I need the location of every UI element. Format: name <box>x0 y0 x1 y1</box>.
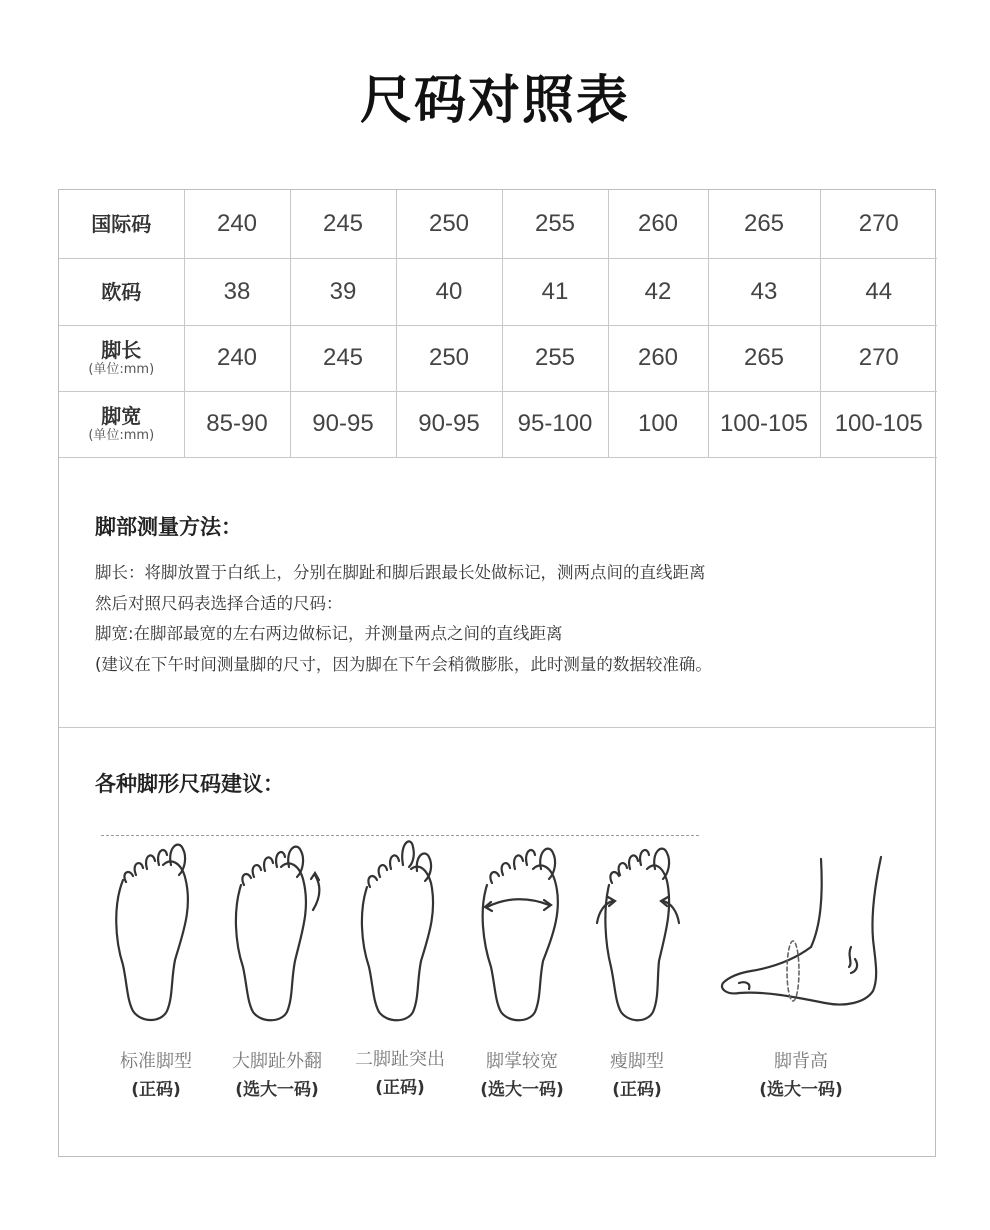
row-header-label: 欧码 <box>101 279 142 304</box>
standard-foot-icon <box>109 835 199 1025</box>
row-header <box>59 325 184 391</box>
size-table-row <box>59 391 937 457</box>
measurement-line: 脚宽:在脚部最宽的左右两边做标记，并测量两点之间的直线距离 <box>95 624 563 643</box>
size-cell: 44 <box>820 258 937 325</box>
size-cell: 43 <box>708 258 820 325</box>
size-cell: 260 <box>608 325 708 391</box>
size-cell: 41 <box>502 258 608 325</box>
size-cell: 270 <box>820 190 937 258</box>
foot-shapes-title: 各种脚形尺码建议： <box>95 772 284 796</box>
size-cell: 255 <box>502 325 608 391</box>
foot-shape-advice: (选大一码) <box>480 1080 564 1100</box>
size-cell: 85-90 <box>184 391 290 457</box>
size-cell: 40 <box>396 258 502 325</box>
long-second-toe-foot-icon <box>355 835 445 1025</box>
foot-shape-name: 脚掌较宽 <box>486 1051 558 1072</box>
size-cell: 42 <box>608 258 708 325</box>
size-cell: 250 <box>396 190 502 258</box>
size-table-row <box>59 325 937 391</box>
size-cell: 265 <box>708 190 820 258</box>
size-cell: 270 <box>820 325 937 391</box>
foot-shape-advice: (选大一码) <box>759 1080 843 1100</box>
foot-shape-name: 标准脚型 <box>120 1051 192 1072</box>
size-cell: 255 <box>502 190 608 258</box>
foot-shape-advice: (正码) <box>375 1078 425 1098</box>
foot-shape-advice: (选大一码) <box>235 1080 319 1100</box>
foot-shape-name: 二脚趾突出 <box>355 1049 445 1070</box>
size-cell: 240 <box>184 190 290 258</box>
narrow-foot-icon <box>595 835 685 1025</box>
size-cell: 95-100 <box>502 391 608 457</box>
measurement-title: 脚部测量方法： <box>95 515 242 539</box>
size-cell: 250 <box>396 325 502 391</box>
row-header-unit: (单位:mm) <box>88 361 155 377</box>
size-cell: 90-95 <box>290 391 396 457</box>
row-header <box>59 391 184 457</box>
size-cell: 245 <box>290 325 396 391</box>
page-title: 尺码对照表 <box>359 71 630 131</box>
size-cell: 245 <box>290 190 396 258</box>
measurement-line: (建议在下午时间测量脚的尺寸，因为脚在下午会稍微膨胀，此时测量的数据较准确。 <box>95 654 712 674</box>
foot-shape-advice: (正码) <box>612 1080 662 1100</box>
measurement-line: 脚长：将脚放置于白纸上，分别在脚趾和脚后跟最长处做标记，测两点间的直线距离 <box>95 563 706 582</box>
size-cell: 265 <box>708 325 820 391</box>
size-cell: 260 <box>608 190 708 258</box>
row-header <box>59 258 184 325</box>
row-header-unit: (单位:mm) <box>88 427 155 443</box>
size-cell: 100-105 <box>820 391 937 457</box>
size-cell: 240 <box>184 325 290 391</box>
size-table-row <box>59 190 937 258</box>
size-chart-frame <box>58 189 936 1157</box>
bunion-foot-icon <box>231 835 331 1025</box>
size-table-row <box>59 258 937 325</box>
foot-shape-name: 瘦脚型 <box>610 1051 664 1072</box>
measurement-instructions <box>95 558 915 680</box>
row-header-label: 国际码 <box>91 211 152 236</box>
size-cell: 90-95 <box>396 391 502 457</box>
size-cell: 100-105 <box>708 391 820 457</box>
measurement-line: 然后对照尺码表选择合适的尺码： <box>95 593 343 613</box>
size-cell: 38 <box>184 258 290 325</box>
row-header-label: 脚长 <box>101 337 142 362</box>
row-header-label: 脚宽 <box>101 403 142 428</box>
wide-foot-icon <box>477 835 567 1025</box>
size-cell: 100 <box>608 391 708 457</box>
foot-shape-name: 大脚趾外翻 <box>232 1051 322 1072</box>
high-instep-foot-icon <box>715 855 885 1015</box>
foot-shape-advice: (正码) <box>131 1080 181 1100</box>
row-header <box>59 190 184 258</box>
size-cell: 39 <box>290 258 396 325</box>
measurement-section <box>59 458 935 728</box>
size-table <box>59 190 937 458</box>
foot-shape-name: 脚背高 <box>774 1051 828 1072</box>
